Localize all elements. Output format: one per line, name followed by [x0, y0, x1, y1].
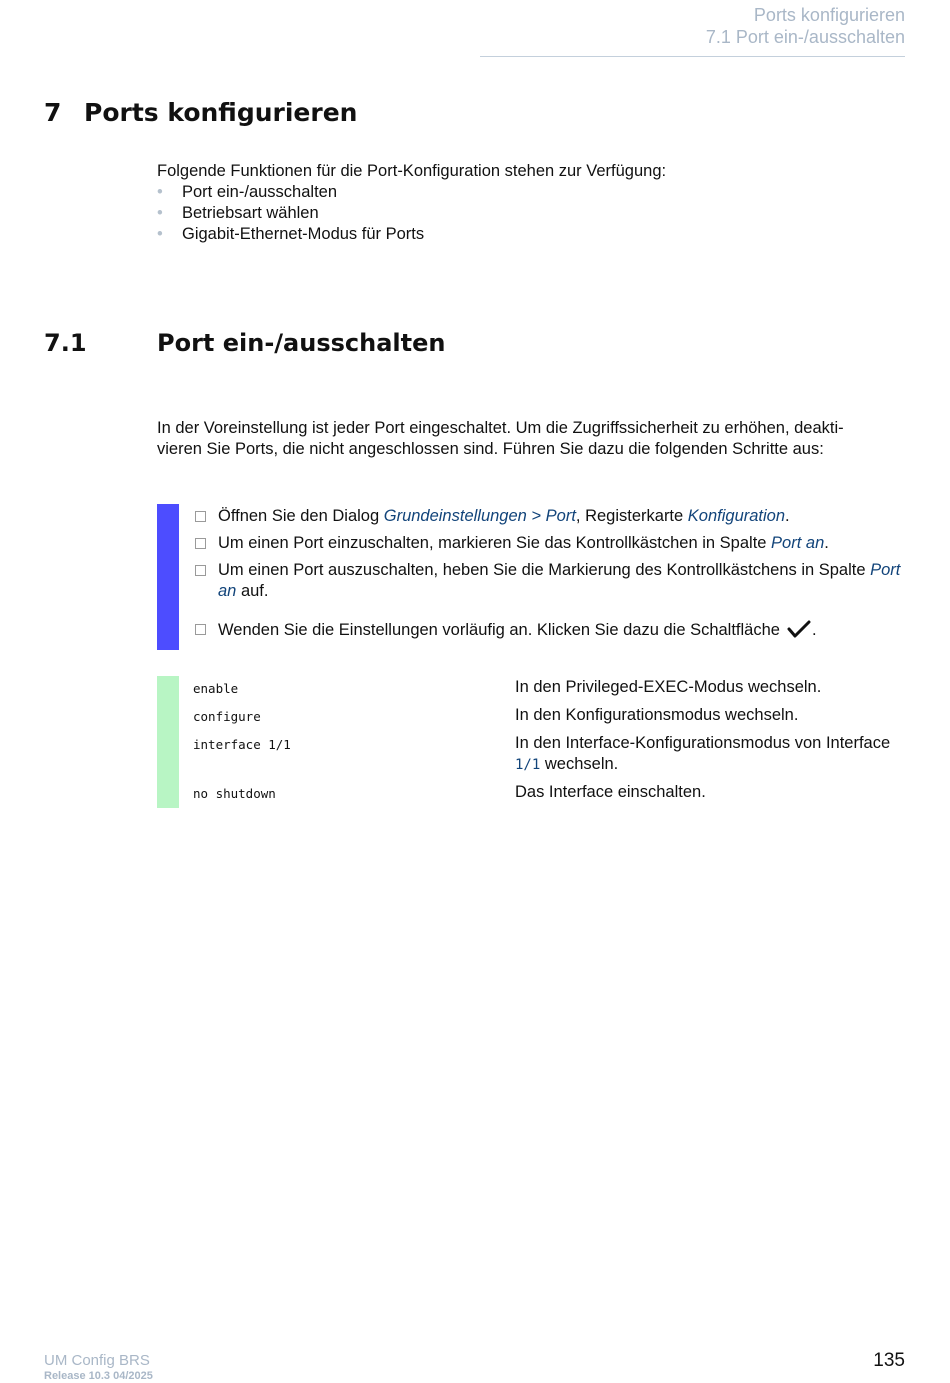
dialog-path-link[interactable]: Grundeinstellungen > Port [383, 507, 576, 525]
chapter-intro [157, 161, 666, 245]
checkbox-square-icon [195, 565, 206, 576]
tab-link-konfiguration[interactable]: Konfiguration [687, 507, 786, 525]
checkmark-icon [786, 619, 812, 645]
cli-description [515, 733, 895, 776]
header-divider [480, 56, 905, 57]
step-text: . [824, 534, 829, 552]
list-item-text: Port ein-/ausschalten [182, 183, 338, 201]
cli-description: In den Privileged-EXEC-Modus wechseln. [515, 678, 822, 696]
step-item [193, 533, 913, 554]
footer [44, 1352, 153, 1383]
step-text: Öffnen Sie den Dialog [218, 507, 384, 525]
step-text: , Registerkarte [575, 507, 688, 525]
chapter-heading [44, 98, 357, 127]
instruction-marker-bar [157, 504, 179, 650]
running-header-chapter: Ports konfigurieren [753, 5, 905, 25]
step-text: . [811, 621, 817, 639]
cli-marker-bar [157, 676, 179, 808]
chapter-title: Ports konfigurieren [84, 98, 358, 127]
intro-text: Folgende Funktionen für die Port-Konfiguration stehen zur Verfügung: [157, 162, 667, 180]
section-number: 7.1 [44, 329, 87, 357]
paragraph-line: In der Voreinstellung ist jeder Port eingeschaltet. Um die Zugriffssicherheit zu erhöhen, deakti- [157, 419, 844, 437]
cli-description: Das Interface einschalten. [515, 783, 706, 801]
interface-code: 1/1 [515, 757, 541, 773]
feature-list [157, 182, 666, 245]
running-header-section: 7.1 Port ein-/ausschalten [705, 27, 905, 47]
checkbox-square-icon [195, 511, 206, 522]
step-text: Um einen Port auszuschalten, heben Sie die Markierung des Kontrollkästchens in Spalte [218, 561, 871, 579]
step-text: . [785, 507, 790, 525]
column-link-port-an[interactable]: Port an [218, 561, 901, 600]
step-item [193, 619, 913, 645]
running-header [706, 4, 905, 48]
cli-description: In den Konfigurationsmodus wechseln. [515, 706, 799, 724]
section-title: Port ein-/ausschalten [157, 329, 446, 357]
checkbox-square-icon [195, 538, 206, 549]
footer-release: Release 10.3 04/2025 [44, 1370, 153, 1382]
list-item [157, 182, 666, 203]
bullet-icon: • [157, 204, 163, 222]
step-text: auf. [236, 582, 269, 600]
cli-description-text: wechseln. [540, 755, 619, 773]
cli-command: interface 1/1 [193, 737, 291, 752]
cli-command: configure [193, 709, 261, 724]
cli-command: enable [193, 681, 239, 696]
instruction-steps [193, 506, 913, 645]
chapter-number: 7 [44, 98, 62, 127]
cli-description-text: In den Interface-Konfigurationsmodus von Interface [515, 734, 891, 752]
step-item [193, 560, 913, 602]
step-text: Wenden Sie die Einstellungen vorläufig an. Klicken Sie dazu die Schaltfläche [218, 621, 780, 639]
step-item [193, 506, 913, 527]
list-item-text: Betriebsart wählen [182, 204, 319, 222]
step-text: Um einen Port einzuschalten, markieren Sie das Kontrollkästchen in Spalte [218, 534, 772, 552]
column-link-port-an[interactable]: Port an [771, 534, 825, 552]
bullet-icon: • [157, 225, 163, 243]
section-paragraph [157, 418, 897, 460]
list-item-text: Gigabit-Ethernet-Modus für Ports [182, 225, 425, 243]
list-item [157, 224, 666, 245]
bullet-icon: • [157, 183, 163, 201]
footer-title: UM Config BRS [44, 1352, 150, 1369]
checkbox-square-icon [195, 624, 206, 635]
cli-command: no shutdown [193, 786, 276, 801]
page-number: 135 [873, 1350, 905, 1371]
list-item [157, 203, 666, 224]
paragraph-line: vieren Sie Ports, die nicht angeschlossen sind. Führen Sie dazu die folgenden Schritte aus: [157, 440, 824, 458]
